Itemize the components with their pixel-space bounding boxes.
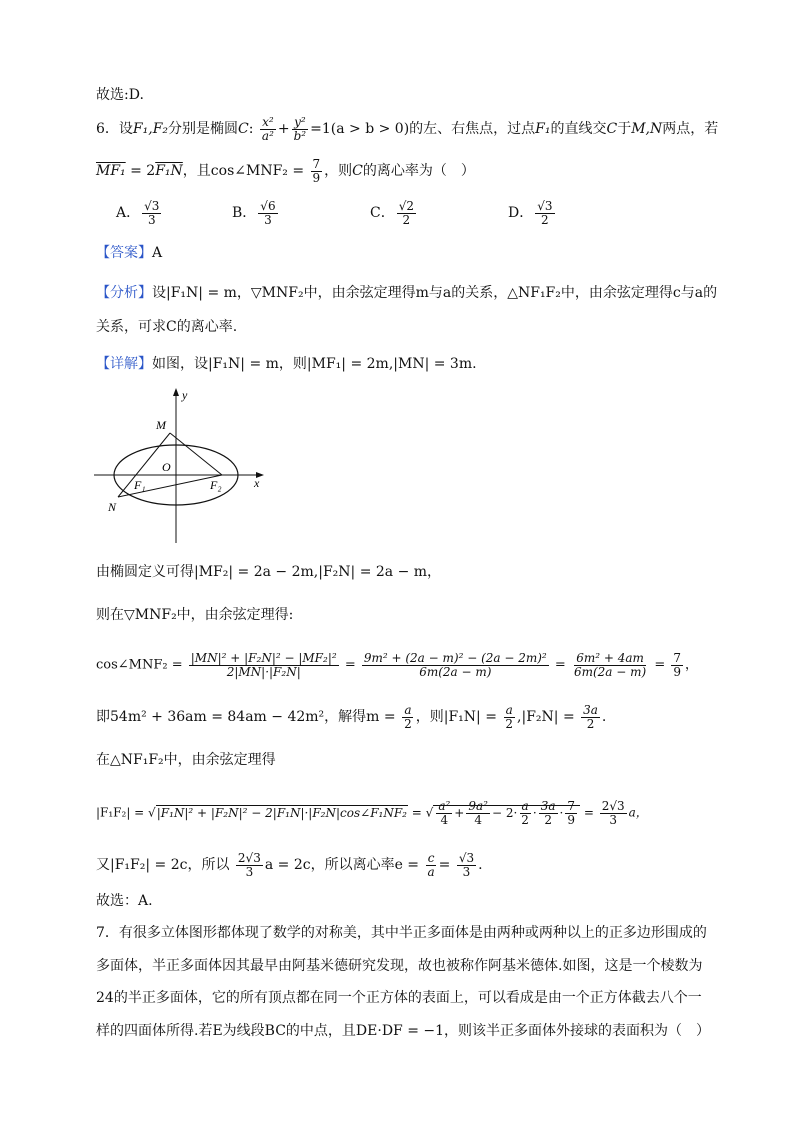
label-o: O (162, 460, 171, 474)
y-axis-arrow (173, 388, 179, 396)
option-a: A． $\frac{√3}{3}$ (116, 199, 160, 227)
label-n: N (108, 500, 117, 514)
fraction-cos-1: $\frac{\text{|MN|² + |F₂N|² − |MF₂|²}}{\text{2|MN|·|F₂N|}}$ (190, 651, 337, 679)
step-6-distance: |F₁F₂| = √|F₁N|² + |F₂N|² − 2|F₁N|·|F₂N|cos∠F₁NF₂ = √ $\frac{\text{a²}}{4}$ + $\frac{\text{9a²}}{4}$ − 2· $\frac{a}{2}$ · $\frac{3a}{2}$ · $\frac{7}{9}$ = $\frac{2√3}{3}$ a， (96, 799, 648, 827)
detail-tag: 【详解】 (96, 356, 152, 372)
label-y: y (182, 388, 188, 402)
step-7: 又|F₁F₂| = 2c，所以 $\frac{2√3}{3}$ a = 2c，所以离心率e = $\frac{c}{a}$ = $\frac{√3}{3}$ . (96, 851, 483, 879)
vector-mf1: MF₁ (96, 163, 126, 180)
vector-f1n: F₁N (155, 163, 183, 180)
label-f2: F₂ (210, 478, 222, 492)
radicand-2: $\frac{\text{a²}}{4}$ + $\frac{\text{9a²}}{4}$ − 2· $\frac{a}{2}$ · $\frac{3a}{2}$ · $\frac{7}{9}$ (433, 805, 580, 820)
answer-line (96, 242, 698, 264)
detail-line-1: 【详解】如图，设|F₁N| = m，则|MF₁| = 2m,|MN| = 3m. (96, 356, 477, 372)
option-c: C． $\frac{√2}{2}$ (370, 199, 414, 227)
question-7-line-1: 7．有很多立体图形都体现了数学的对称美，其中半正多面体是由两种或两种以上的正多边形围成的 (96, 925, 707, 941)
answer-tag: 【答案】 (96, 245, 152, 261)
step-5: 在△NF₁F₂中，由余弦定理得 (96, 752, 276, 768)
analysis-line-1: 【分析】设|F₁N| = m，▽MNF₂中，由余弦定理得m与a的关系，△NF₁F₂中，由余弦定理得c与a的 (96, 285, 718, 301)
fraction-cos-3: $\frac{\text{6m² + 4am}}{6m(2a - m)}$ (573, 651, 647, 679)
fraction-cos-4: $\frac{7}{9}$ (673, 651, 681, 679)
analysis-line-2: 关系，可求C的离心率. (96, 319, 238, 335)
previous-answer: 故选:D. (96, 87, 144, 103)
question-6-line-1: 6．设F₁,F₂分别是椭圆C: $\frac{\text{x²}}{\text{a²}}$ + $\frac{\text{y²}}{\text{b²}}$ =1(a > b > 0)的左、右焦点，过点F₁的直线交C于M,N两点，若 (96, 115, 719, 143)
step-4: 即54m² + 36am = 84am − 42m²，解得m = $\frac{a}{2}$ ，则|F₁N| = $\frac{a}{2}$ ,|F₂N| = $\frac{3a}{2}$ . (96, 703, 607, 731)
answer-value: A (152, 245, 163, 261)
step-8: 故选：A. (96, 893, 153, 909)
step-2: 则在▽MNF₂中，由余弦定理得: (96, 607, 294, 623)
fraction-cos-2: $\frac{\text{9m² + (2a − m)² − (2a − 2m)²}}{6m(2a - m)}$ (363, 651, 547, 679)
label-m: M (156, 418, 166, 432)
fraction-7-9: $\frac{7}{9}$ (312, 157, 321, 185)
ellipse-figure (90, 385, 270, 545)
question-7-line-4: 样的四面体所得.若E为线段BC的中点，且DE·DF = −1，则该半正多面体外接球的表面积为（ ） (96, 1023, 711, 1039)
question-7-line-3: 24的半正多面体，它的所有顶点都在同一个正方体的表面上，可以看成是由一个正方体截去八个一 (96, 990, 702, 1006)
label-f1: F₁ (134, 478, 146, 492)
fraction-y2-b2: $\frac{\text{y²}}{\text{b²}}$ (293, 115, 307, 143)
question-7-line-2: 多面体，半正多面体因其最早由阿基米德研究发现，故也被称作阿基米德体.如图，这是一个棱数为 (96, 958, 703, 974)
step-1: 由椭圆定义可得|MF₂| = 2a − 2m,|F₂N| = 2a − m， (96, 564, 442, 580)
option-d: D． $\frac{√3}{2}$ (508, 199, 553, 227)
fraction-x2-a2: $\frac{\text{x²}}{\text{a²}}$ (261, 115, 274, 143)
step-3-cosine: cos∠MNF₂ = $\frac{\text{|MN|² + |F₂N|² − |MF₂|²}}{\text{2|MN|·|F₂N|}}$ = $\frac{\text{9m² + (2a − m)² − (2a − 2m)²}}{6m(2a - m)}$ = $\frac{\text{6m² + 4am}}{6m(2a - m)}$ = $\frac{7}{9}$ ， (96, 651, 699, 679)
question-6-line-2: MF₁ = 2F₁N，且cos∠MNF₂ = $\frac{7}{9}$ ，则C的离心率为（ ） (96, 157, 475, 185)
question-number: 6． (96, 121, 119, 138)
option-b: B． $\frac{√6}{3}$ (232, 199, 276, 227)
label-x: x (254, 476, 260, 490)
segment-mf2 (170, 433, 222, 475)
analysis-tag: 【分析】 (96, 285, 152, 301)
